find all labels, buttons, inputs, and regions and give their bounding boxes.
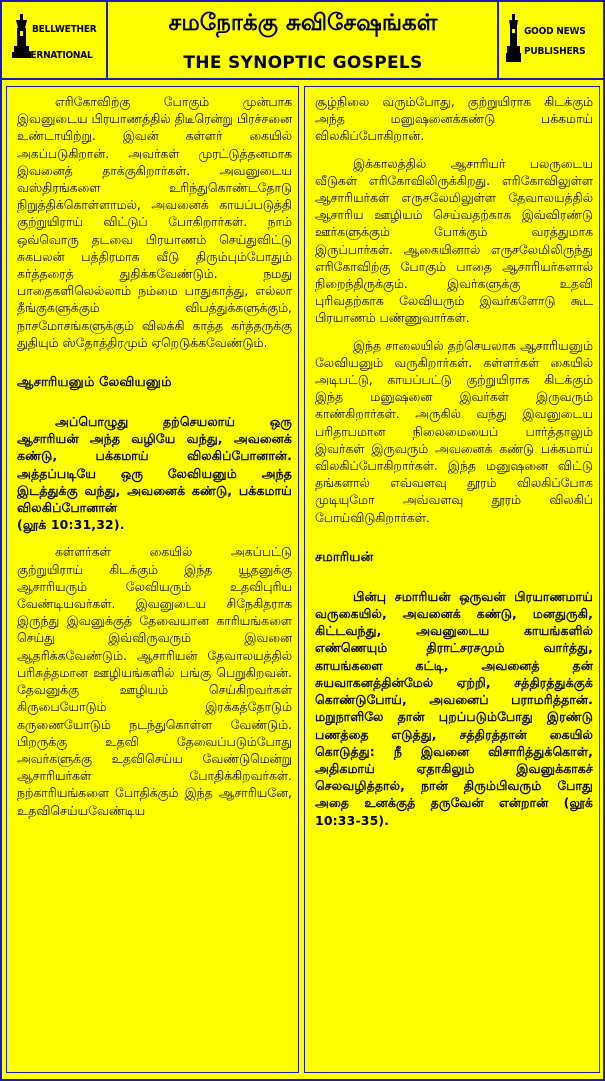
scripture-reference: (லூக் 10:31,32). [17, 517, 125, 533]
quote-text: பின்பு சமாரியன் ஒருவன் பிரயாணமாய் வருகையில், அவனைக் கண்டு, மனதுருகி, கிட்டவந்து, அவனுடைய காயங்களில் எண்ணெயும் திராட்சரசமும் வார்த்து, காயங்களை கட்டி, அவனைத் தன் சுயவாகனத்தின்மேல் ஏற்றி, சத்திரத்துக்குக் கொண்டுபோய், அவனைப் பராமரித்தான். மறுநாளிலே தான் புறப்படும்போது இரண்டு பணத்தை எடுத்து, சத்திரத்தான் கையில் கொடுத்து: நீ இவனை விசாரித்துக்கொள், அதிகமாய் ஏதாகிலும் இவனுக்காகச் செலவழித்தால், நான் திரும்பிவரும் போது அதை உனக்குத் தருவேன் என்றான் [315, 588, 593, 811]
left-paragraph-2: கள்ளர்கள் கையில் அகப்பட்டு குற்றுயிராய் கிடக்கும் இந்த யூதனுக்கு ஆசாரியரும் லேவியரும் உதவிபுரிய வேண்டியவர்கள். இவனுடைய சிநேகிதராக இருந்து இவனுக்குத் தேவையான காரியங்களை செய்து இவ்விருவரும் இவனை ஆதரிக்கவேண்டும். ஆசாரியன் தேவாலயத்தில் பரிசுத்தமான ஊழியங்களில் பங்கு பெறுகிறவன். தேவனுக்கு ஊழியம் செய்கிறவர்கள் கிருபையோடும் இரக்கத்தோடும் கருணையோடும் நடந்துகொள்ள வேண்டும். பிறருக்கு உதவி தேவைப்படும்போது அவர்களுக்கு உதவிசெய்ய வேண்டுமென்று ஆசாரியர்கள் போதிக்கிறவர்கள். நற்காரியங்களை போதிக்கும் இந்த ஆசாரியனே, உதவிசெய்யவேண்டிய [17, 544, 292, 818]
title-tamil: சமநோக்கு சுவிசேஷங்கள் [168, 10, 438, 36]
scripture-reference: (லூக் 10:33-35). [315, 795, 593, 828]
quote-text: அப்பொழுது தற்செயலாய் ஒரு ஆசாரியன் அந்த வழியே வந்து, அவனைக் கண்டு, பக்கமாய் விலகிப்போனான். அத்தப்படியே ஒரு லேவியனும் அந்த இடத்துக்கு வந்து, அவனைக் கண்டு, பக்கமாய் விலகிப்போனான் [17, 414, 292, 516]
right-logo-line2: PUBLISHERS [524, 46, 586, 57]
header-divider-right [497, 2, 499, 78]
scripture-quote-priest-levite [17, 413, 292, 533]
right-column [304, 86, 600, 1073]
section-heading-priest-levite: ஆசாரியனும் லேவியனும் [17, 375, 172, 391]
bellwether-logo [8, 10, 100, 72]
section-heading-samaritan: சமாரியன் [315, 549, 374, 565]
good-news-logo [502, 10, 600, 72]
header-banner [2, 2, 603, 80]
tower-icon [506, 14, 522, 62]
left-paragraph-1: எரிகோவிற்கு போகும் முன்பாக இவனுடைய பிரயாணத்தில் திடீரென்று பிரச்சனை உண்டாயிற்று. இவன் கள்ளர் கையில் அகப்படுகிறான். அவர்கள் முரட்டுத்தனமாக இவனைத் தாக்குகிறார்கள். அவனுடைய வஸ்திரங்களை உரிந்துகொண்டதோடு நிறுத்திக்கொள்ளாமல், அவனைக் காயப்படுத்தி குற்றுயிராய் விட்டுப் போகிறார்கள். நாம் ஒவ்வொரு தடவை பிரயாணம் செய்துவிட்டு சுகபலன் பத்திரமாக வீடு திரும்பும்போதும் கர்த்தரைத் துதிக்கவேண்டும். நமது பாதைகளிலெல்லாம் நம்மை பாதுகாத்து, எல்லா தீங்குகளுக்கும் விபத்துக்களுக்கும், நாசமோசங்களுக்கும் விலக்கி காத்த கர்த்தருக்கு துதியும் ஸ்தோத்திரமும் ஏறெடுக்கவேண்டும். [17, 94, 292, 350]
header-divider-left [106, 2, 108, 78]
left-logo-line2: INTERNATIONAL [14, 50, 93, 61]
title-english: THE SYNOPTIC GOSPELS [183, 53, 423, 73]
right-paragraph-1: சூழ்நிலை வரும்போது, குற்றுயிராக கிடக்கும் அந்த மனுஷனைக்கண்டு பக்கமாய் விலகிப்போகிறான். [315, 94, 593, 144]
left-logo-line1: BELLWETHER [32, 24, 97, 35]
right-paragraph-3: இந்த சாலையில் தற்செயலாக ஆசாரியனும் லேவியனும் வருகிறார்கள். கள்ளர்கள் கையில் அடிபட்டு, காயப்பட்டு குற்றுயிராக கிடக்கும் இந்த மனுஷனை இவர்கள் இருவரும் காண்கிறார்கள். அருகில் வந்து இவனுடைய பரிதாபமான நிலைமையைப் பார்த்தாலும் இவர்கள் இருவரும் அவனைக் கண்டு பக்கமாய் விலகிப்போகிறார்கள். இந்த மனுஷனை விட்டு தங்களால் எவ்வளவு தூரம் விலகிப்போக முடியுமோ அவ்வளவு தூரம் விலகிப் போய்விடுகிறார்கள். [315, 337, 593, 525]
scripture-quote-samaritan [315, 588, 593, 829]
left-column [6, 86, 299, 1073]
right-logo-line1: GOOD NEWS [524, 26, 586, 37]
right-paragraph-2: இக்காலத்தில் ஆசாரியர் பலருடைய வீடுகள் எரிகோவிலிருக்கிறது. எரிகோவிலுள்ள ஆசாரியர்கள் எருசலேமிலுள்ள தேவாலயத்தில் ஆசாரிய ஊழியம் செய்வதற்காக இவ்விரண்டு ஊர்களுக்கும் போக்கும் வரத்துமாக இருப்பார்கள். ஆகையினால் எருசலேமிலிருந்து எரிகோவிற்கு போகும் பாதை ஆசாரியர்களால் நிறைந்திருக்கும். இவர்களுக்கு உதவி புரிவதற்காக லேவியரும் இவர்களோடு கூட பிரயாணம் பண்ணுவார்கள். [315, 155, 593, 326]
